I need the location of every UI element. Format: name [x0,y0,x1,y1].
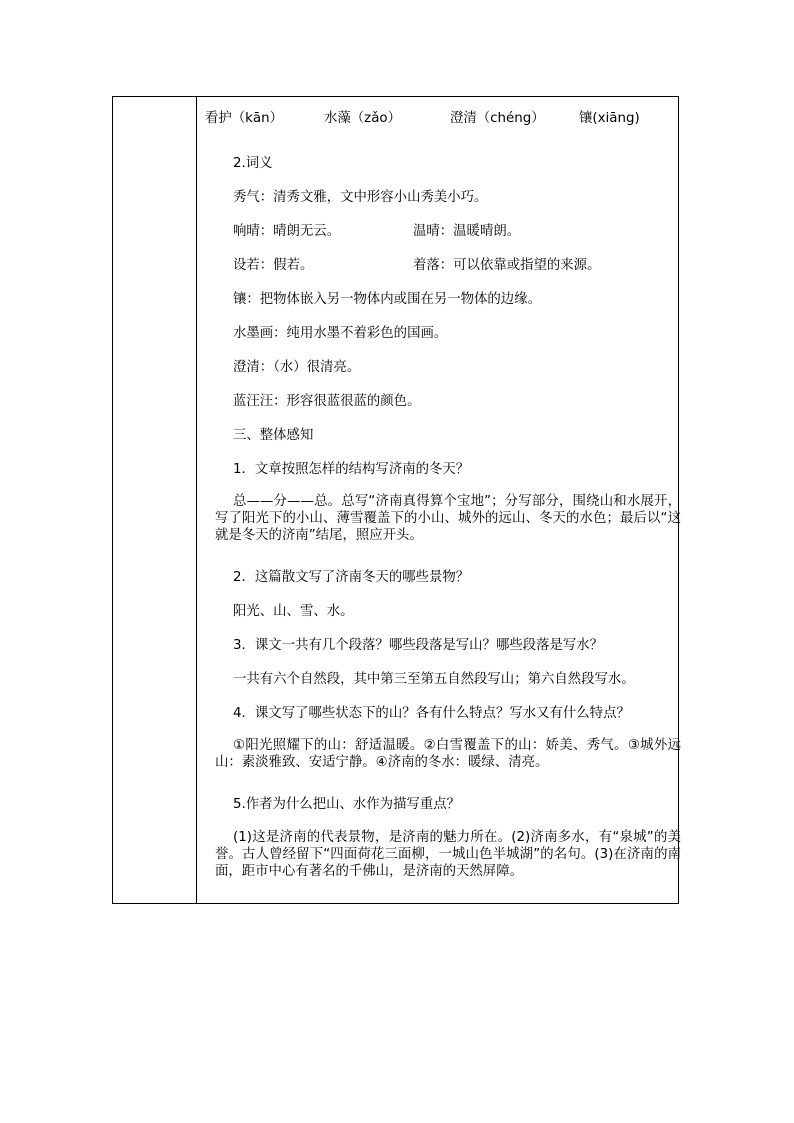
pronunciation-xiang: 镶(xiāng) [579,111,640,126]
question-1: 1．文章按照怎样的结构写济南的冬天？ [233,462,470,477]
vocab-wenqing: 温晴：温暖晴朗。 [413,224,521,239]
answer-3: 一共有六个自然段，其中第三至第五自然段写山；第六自然段写水。 [233,672,635,687]
question-4: 4．课文写了哪些状态下的山？各有什么特点？写水又有什么特点？ [233,706,630,721]
question-5: 5.作者为什么把山、水作为描写重点？ [233,797,461,812]
vocab-xiangqing: 响晴：晴朗无云。 [233,224,341,239]
table-left-column [113,97,197,903]
section-heading-overall: 三、整体感知 [233,428,314,443]
vocab-xiang: 镶：把物体嵌入另一物体内或围在另一物体的边缘。 [233,292,541,307]
vocab-lanwangwang: 蓝汪汪：形容很蓝很蓝的颜色。 [233,394,421,409]
lesson-table [112,96,679,904]
answer-4: ①阳光照耀下的山：舒适温暖。②白雪覆盖下的山：娇美、秀气。③城外远山：素淡雅致、安适宁静。④济南的冬水：暖绿、清亮。 [215,738,681,770]
vocab-xiuqi: 秀气：清秀文雅，文中形容小山秀美小巧。 [233,190,488,205]
answer-2: 阳光、山、雪、水。 [233,604,354,619]
pronunciation-chengqing: 澄清（chéng） [450,111,545,126]
vocab-shuimohua: 水墨画：纯用水墨不着彩色的国画。 [233,326,448,341]
vocab-sheruo: 设若：假若。 [233,258,314,273]
table-content-cell [197,97,681,903]
vocab-zhuoluo: 着落：可以依靠或指望的来源。 [413,258,601,273]
pronunciation-shuizao: 水藻（zǎo） [324,111,401,126]
answer-1: 总——分——总。总写“济南真得算个宝地”；分写部分，围绕山和水展开，写了阳光下的小山、薄雪覆盖下的小山、城外的远山、冬天的水色；最后以“这就是冬天的济南”结尾，照应开头。 [215,494,681,543]
vocab-heading: 2.词义 [233,156,273,171]
question-2: 2．这篇散文写了济南冬天的哪些景物？ [233,570,470,585]
pronunciation-kanhu: 看护（kān） [205,111,284,126]
answer-5: (1)这是济南的代表景物，是济南的魅力所在。(2)济南多水，有“泉城”的美誉。古人曾经留下“四面荷花三面柳，一城山色半城湖”的名句。(3)在济南的南面，距市中心有著名的千佛山，是济南的天然屏障。 [215,830,681,879]
vocab-chengqing: 澄清：（水）很清亮。 [233,360,361,375]
question-3: 3．课文一共有几个段落？哪些段落是写山？哪些段落是写水？ [233,638,604,653]
